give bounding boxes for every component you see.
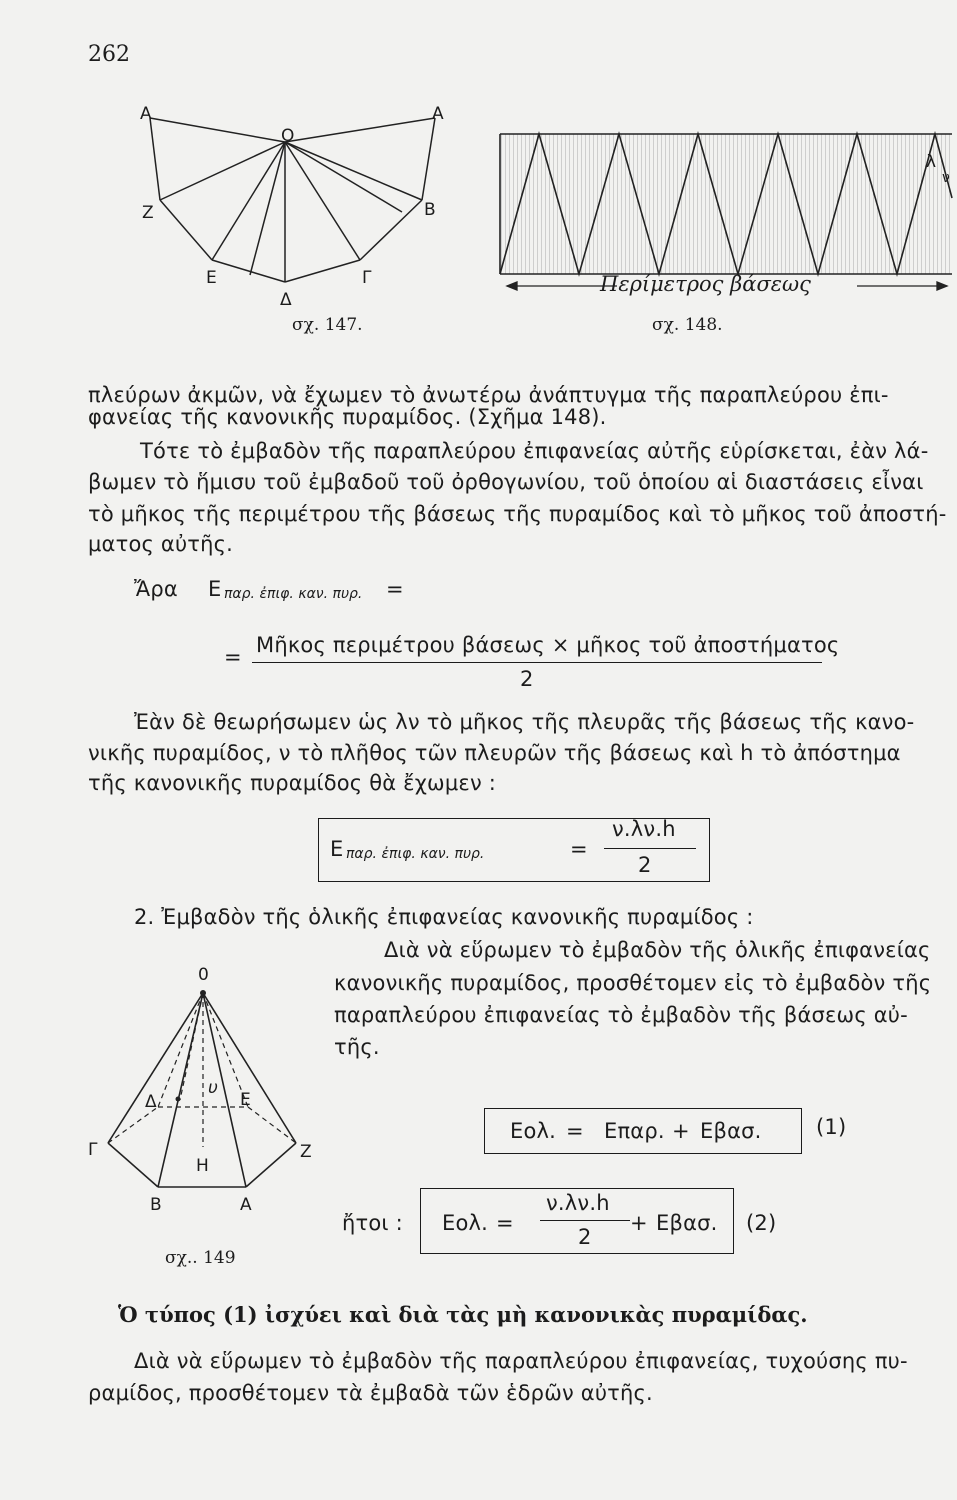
formula-4-lead: ἤτοι : — [342, 1211, 403, 1235]
note-bold: Ὁ τύπος (1) ἰσχύει καὶ διὰ τὰς μὴ κανονικὰς πυραμίδας. — [118, 1302, 808, 1327]
fig147-label-b: B — [424, 200, 436, 220]
paragraph-1-line-6: ματος αὐτῆς. — [88, 532, 234, 556]
fig149-label-v: υ — [208, 1078, 218, 1098]
formula-1-numerator: Μῆκος περιμέτρου βάσεως × μῆκος τοῦ ἀποστήματος — [256, 633, 840, 657]
formula-3-plus: + — [672, 1119, 690, 1143]
fig149-label-a: A — [240, 1195, 252, 1215]
fig147-label-z: Z — [142, 203, 154, 223]
fig147-label-a-right: A — [432, 104, 444, 124]
fig147-label-o: O — [281, 126, 295, 146]
formula-4-term-2: Eβασ. — [656, 1211, 718, 1235]
formula-4-tag: (2) — [746, 1211, 777, 1235]
section-2-heading: 2. Ἐμβαδὸν τῆς ὁλικῆς ἐπιφανείας κανονικῆς πυραμίδος : — [134, 905, 754, 929]
paragraph-2-line-2: νικῆς πυραμίδος, ν τὸ πλῆθος τῶν πλευρῶν τῆς βάσεως καὶ h τὸ ἀπόστημα — [88, 741, 901, 765]
formula-2-equals: = — [570, 837, 588, 861]
formula-3-term-2: Eβασ. — [700, 1119, 762, 1143]
paragraph-1-line-5: τὸ μῆκος τῆς περιμέτρου τῆς βάσεως τῆς πυραμίδος καὶ τὸ μῆκος τοῦ ἀποστή- — [88, 502, 947, 526]
fig147-label-a-left: A — [140, 104, 152, 124]
formula-1-e: E — [208, 577, 222, 601]
paragraph-3-line-2: ραμίδος, προσθέτομεν τὰ ἐμβαδὰ τῶν ἑδρῶν αὐτῆς. — [88, 1381, 653, 1405]
formula-4-denominator: 2 — [578, 1225, 592, 1249]
section-2-line-4: τῆς. — [334, 1035, 380, 1059]
section-2-line-2: κανονικῆς πυραμίδος, προσθέτομεν εἰς τὸ ἐμβαδὸν τῆς — [334, 971, 932, 995]
fig148-corner-label-2: ν — [942, 170, 950, 186]
formula-1-equals-2: = — [224, 645, 242, 669]
formula-1-equals: = — [386, 577, 404, 601]
fig148-caption: σχ. 148. — [652, 315, 723, 335]
formula-4-lhs: Eολ. — [442, 1211, 489, 1235]
fig147-label-d: Δ — [280, 290, 292, 310]
fig149-label-g: Γ — [88, 1140, 98, 1160]
formula-3-term-1: Eπαρ. — [604, 1119, 665, 1143]
paragraph-2-line-1: Ἐὰν δὲ θεωρήσωμεν ὡς λν τὸ μῆκος τῆς πλευρᾶς τῆς βάσεως τῆς κανο- — [134, 710, 915, 734]
paragraph-2-line-3: τῆς κανονικῆς πυραμίδος θὰ ἔχωμεν : — [88, 771, 497, 795]
fig149-label-o: 0 — [198, 965, 209, 985]
paragraph-1-line-1: πλεύρων ἀκμῶν, νὰ ἔχωμεν τὸ ἀνωτέρω ἀνάπτυγμα τῆς παραπλεύρου ἐπι- — [88, 383, 889, 407]
paragraph-1-line-4: βωμεν τὸ ἥμισυ τοῦ ἐμβαδοῦ τοῦ ὀρθογωνίου, τοῦ ὁποίου αἱ διαστάσεις εἶναι — [88, 470, 924, 494]
figure-149-diagram — [100, 985, 320, 1215]
paragraph-3-line-1: Διὰ νὰ εὕρωμεν τὸ ἐμβαδὸν τῆς παραπλεύρου ἐπιφανείας, τυχούσης πυ- — [134, 1349, 908, 1373]
paragraph-1-line-2: φανείας τῆς κανονικῆς πυραμίδος. (Σχῆμα 148). — [88, 405, 607, 429]
fig149-caption: σχ.. 149 — [165, 1248, 236, 1268]
formula-1-lead: Ἄρα — [134, 577, 178, 601]
fig147-caption: σχ. 147. — [292, 315, 363, 335]
fig149-label-h: H — [196, 1156, 209, 1176]
formula-4-equals: = — [496, 1211, 514, 1235]
formula-3-lhs: Eολ. — [510, 1119, 557, 1143]
formula-1-subscript: παρ. ἐπιφ. καν. πυρ. — [224, 586, 363, 602]
fig148-corner-label-1: λ — [926, 152, 937, 172]
section-2-line-1: Διὰ νὰ εὕρωμεν τὸ ἐμβαδὸν τῆς ὁλικῆς ἐπιφανείας — [384, 938, 931, 962]
fig147-label-e: E — [206, 268, 217, 288]
formula-4-plus: + — [630, 1211, 648, 1235]
fig147-label-g: Γ — [362, 268, 372, 288]
section-2-line-3: παραπλεύρου ἐπιφανείας τὸ ἐμβαδὸν τῆς βάσεως αὐ- — [334, 1003, 908, 1027]
formula-3-equals: = — [566, 1119, 584, 1143]
fig149-label-b: B — [150, 1195, 162, 1215]
formula-1-fraction-bar — [252, 662, 822, 663]
formula-1-denominator: 2 — [520, 667, 534, 691]
fig148-perimeter-label: Περίμετρος βάσεως — [600, 272, 811, 296]
page-number: 262 — [88, 42, 130, 67]
formula-2-denominator: 2 — [638, 853, 652, 877]
fig149-label-e: E — [240, 1090, 251, 1110]
fig149-label-z: Z — [300, 1142, 312, 1162]
paragraph-1-line-3: Τότε τὸ ἐμβαδὸν τῆς παραπλεύρου ἐπιφανείας αὐτῆς εὑρίσκεται, ἐὰν λά- — [140, 439, 929, 463]
formula-2-numerator: ν.λν.h — [612, 817, 676, 841]
fig149-label-d: Δ — [145, 1092, 157, 1112]
formula-2-e: E — [330, 837, 344, 861]
formula-3-tag: (1) — [816, 1115, 847, 1139]
formula-2-subscript: παρ. ἐπιφ. καν. πυρ. — [346, 846, 485, 862]
formula-4-numerator: ν.λν.h — [546, 1191, 610, 1215]
